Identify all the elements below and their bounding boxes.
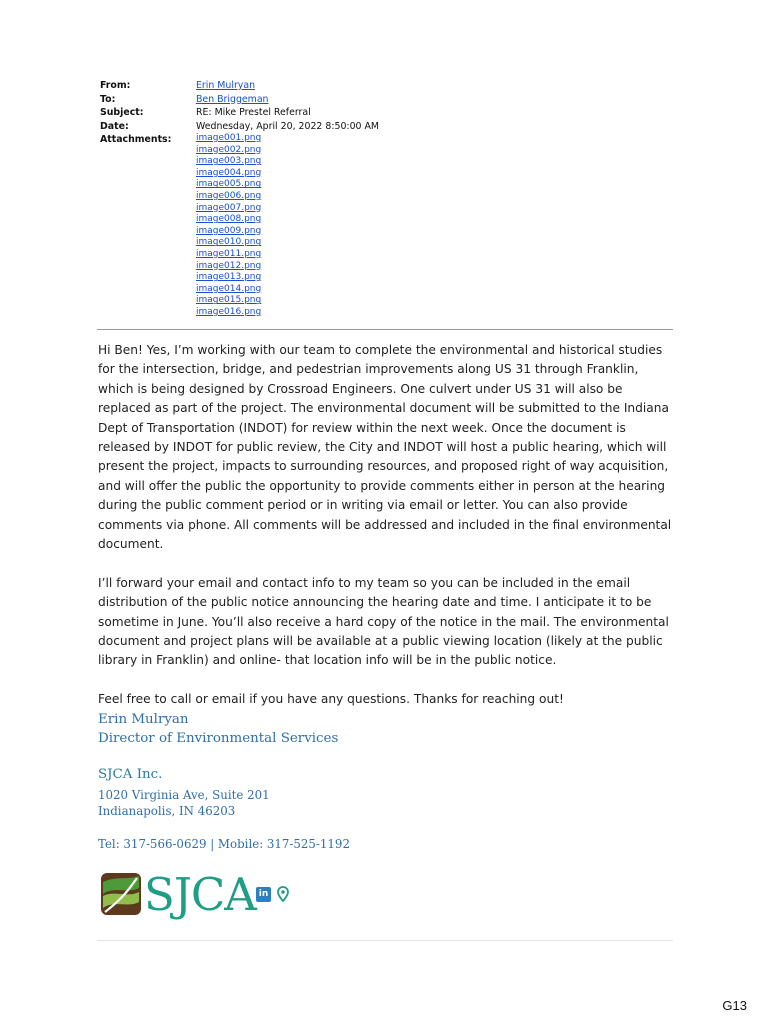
to-label: To: xyxy=(100,93,116,105)
date-value: Wednesday, April 20, 2022 8:50:00 AM xyxy=(196,120,379,132)
sjca-logo-icon xyxy=(100,872,142,916)
subject-label: Subject: xyxy=(100,107,144,118)
to-link[interactable]: Ben Briggeman xyxy=(196,93,269,105)
body-paragraph: Hi Ben! Yes, I’m working with our team to complete the environmental and historical studies for the intersection, bridge, and pedestrian improvements along US 31 through Franklin, which is being designed by Crossroad Engineers. One culvert under US 31 will also be replaced as part of the project. The environmental document will be submitted to the Indiana Dept of Transportation (INDOT) for review within the next week. Once the document is released by INDOT for public review, the City and INDOT will host a public hearing, which will present the project, impacts to surrounding resources, and proposed right of way acquisition, and will offer the public the opportunity to provide comments either in person at the hearing during the public comment period or in writing via email or letter. You can also provide comments via phone. All comments will be addressed and included in the final environmental document. xyxy=(98,343,672,552)
body-paragraph: I’ll forward your email and contact info to my team so you can be included in the email distribution of the public notice announcing the hearing date and time. I anticipate it to be sometime in June. You’ll also receive a hard copy of the notice in the mail. The environmental document and project plans will be available at a public viewing location (likely at the public library in Franklin) and online- that location info will be in the public notice. xyxy=(98,575,669,668)
date-label: Date: xyxy=(100,120,129,132)
signature-phone: Tel: 317-566-0629 | Mobile: 317-525-1192 xyxy=(98,837,350,851)
subject-value: RE: Mike Prestel Referral xyxy=(196,107,311,118)
signature-name: Erin Mulryan xyxy=(98,712,189,727)
subject-row xyxy=(100,106,680,120)
from-link[interactable]: Erin Mulryan xyxy=(196,80,256,91)
attachment-link[interactable]: image001.png xyxy=(196,133,262,143)
attachment-link[interactable]: image007.png xyxy=(196,202,262,213)
from-row xyxy=(100,79,680,93)
attachment-link[interactable]: image012.png xyxy=(196,260,262,271)
page-code: G13 xyxy=(722,998,747,1013)
signature-address-line2: Indianapolis, IN 46203 xyxy=(98,804,236,818)
signature-title: Director of Environmental Services xyxy=(98,731,339,746)
attachment-link[interactable]: image014.png xyxy=(196,283,262,294)
attachment-link[interactable]: image002.png xyxy=(196,144,262,155)
attachment-link[interactable]: image005.png xyxy=(196,179,262,190)
logo-wordmark: SJCA xyxy=(144,868,256,921)
sjca-logo xyxy=(98,868,258,924)
date-row xyxy=(100,120,680,134)
header-divider xyxy=(97,329,673,330)
body-paragraph: Feel free to call or email if you have any questions. Thanks for reaching out! xyxy=(98,692,564,707)
attachment-link[interactable]: image015.png xyxy=(196,295,262,306)
attachment-link[interactable]: image013.png xyxy=(196,272,262,283)
from-label: From: xyxy=(100,80,131,91)
signature-company: SJCA Inc. xyxy=(98,767,163,782)
to-row xyxy=(100,93,680,107)
attachment-link[interactable]: image003.png xyxy=(196,156,262,167)
attachment-link[interactable]: image004.png xyxy=(196,167,262,178)
linkedin-icon[interactable]: in xyxy=(256,887,271,902)
attachments-label: Attachments: xyxy=(100,134,172,145)
attachments-row xyxy=(100,133,680,319)
attachments-list xyxy=(196,133,261,319)
signature-address-line1: 1020 Virginia Ave, Suite 201 xyxy=(98,788,270,802)
social-links xyxy=(256,886,289,902)
email-body xyxy=(98,341,673,729)
location-pin-icon[interactable] xyxy=(277,886,289,902)
attachment-link[interactable]: image006.png xyxy=(196,190,262,201)
attachment-link[interactable]: image016.png xyxy=(196,306,262,317)
attachment-link[interactable]: image011.png xyxy=(196,248,262,259)
attachment-link[interactable]: image008.png xyxy=(196,214,262,225)
signature-divider xyxy=(97,940,673,941)
email-header xyxy=(100,79,680,319)
attachment-link[interactable]: image009.png xyxy=(196,225,262,236)
attachment-link[interactable]: image010.png xyxy=(196,237,262,248)
